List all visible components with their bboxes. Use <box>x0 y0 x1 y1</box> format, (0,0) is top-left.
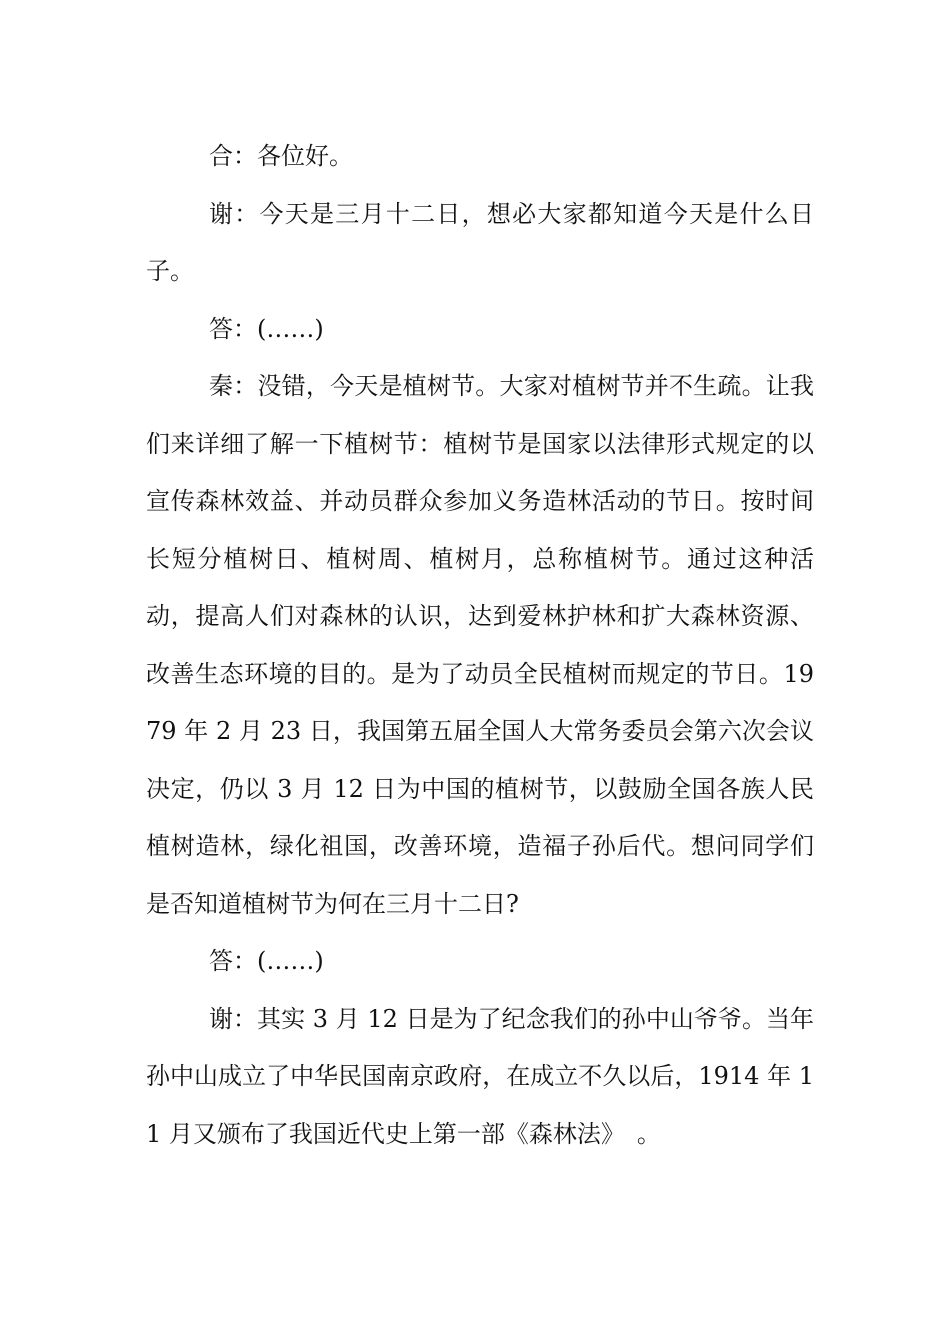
paragraph-answer-1: 答：(……) <box>209 314 324 343</box>
paragraph-xie-question: 谢：今天是三月十二日，想必大家都知道今天是什么日子。 <box>146 199 814 285</box>
paragraph-answer-2: 答：(……) <box>209 947 324 975</box>
document-body <box>146 128 814 1163</box>
paragraph-qin-explanation: 秦：没错，今天是植树节。大家对植树节并不生疏。让我们来详细了解一下植树节：植树节是国家以法律形式规定的以宣传森林效益、并动员群众参加义务造林活动的节日。按时间长短分植树日、植树周、植树月，总称植树节。通过这种活动，提高人们对森林的认识，达到爱林护林和扩大森林资源、改善生态环境的目的。是为了动员全民植树而规定的节日。1979 年 2 月 23 日，我国第五届全国人大常务委员会第六次会议决定，仍以 3 月 12 日为中国的植树节，以鼓励全国各族人民植树造林，绿化祖国，改善环境，造福子孙后代。想问同学们是否知道植树节为何在三月十二日? <box>146 372 814 918</box>
paragraph-greeting: 合：各位好。 <box>209 142 353 170</box>
paragraph-xie-history: 谢：其实 3 月 12 日是为了纪念我们的孙中山爷爷。当年孙中山成立了中华民国南京政府，在成立不久以后，1914 年 11 月又颁布了我国近代史上第一部《森林法》 。 <box>146 1004 814 1148</box>
